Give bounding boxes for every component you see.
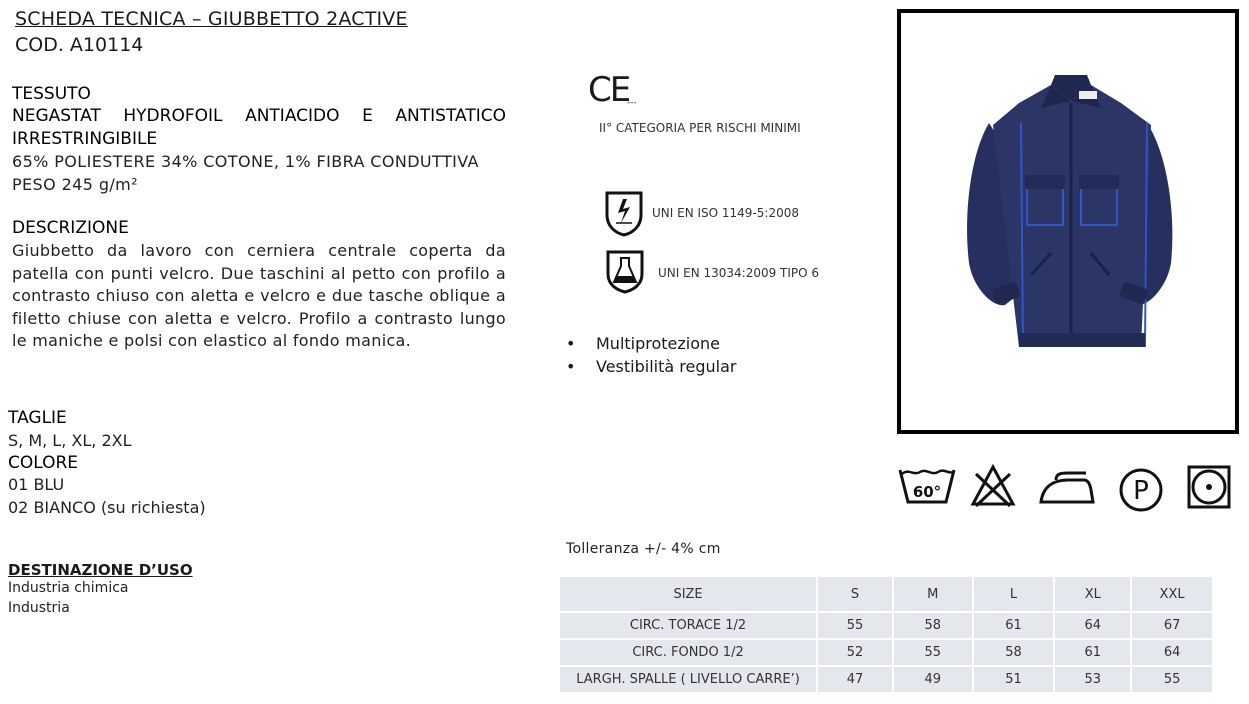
table-row bbox=[560, 640, 1212, 665]
svg-text:P: P bbox=[1133, 476, 1149, 506]
taglie-heading: TAGLIE bbox=[8, 408, 67, 428]
table-cell: 47 bbox=[818, 667, 892, 692]
colore-heading: COLORE bbox=[8, 453, 79, 473]
table-cell: 49 bbox=[894, 667, 972, 692]
size-table bbox=[558, 575, 1214, 694]
descrizione-text: Giubbetto da lavoro con cerniera centrale coperta da patella con punti velcro. Due taschini al petto con profilo a contrasto chiuso con aletta e velcro e due tasche oblique a filetto chiuse con aletta e velcro. Profilo a contrasto lungo le maniche e polsi con elastico al fondo manica. bbox=[12, 241, 506, 350]
wash-temp-label: 60° bbox=[912, 483, 942, 501]
table-row bbox=[560, 613, 1212, 638]
table-cell: 58 bbox=[974, 640, 1054, 665]
tolerance-note: Tolleranza +/- 4% cm bbox=[566, 541, 721, 557]
tumble-dry-icon bbox=[1186, 464, 1232, 514]
table-header-cell: SIZE bbox=[560, 577, 816, 611]
table-header-cell: M bbox=[894, 577, 972, 611]
table-header-row bbox=[560, 577, 1212, 611]
table-cell: 64 bbox=[1055, 613, 1130, 638]
table-header-cell: L bbox=[974, 577, 1054, 611]
table-header-cell: S bbox=[818, 577, 892, 611]
tessuto-word: HYDROFOIL bbox=[123, 106, 223, 126]
no-bleach-icon bbox=[970, 464, 1016, 512]
table-cell: 52 bbox=[818, 640, 892, 665]
product-code: COD. A10114 bbox=[15, 34, 144, 56]
product-photo bbox=[897, 9, 1239, 434]
ce-mark-dots: --- bbox=[627, 98, 637, 108]
feature-item: • Vestibilità regular bbox=[566, 355, 736, 378]
features-list bbox=[566, 332, 736, 378]
wash-60-icon bbox=[898, 464, 956, 510]
table-cell: 53 bbox=[1055, 667, 1130, 692]
iron-icon bbox=[1038, 470, 1096, 510]
destinazione-value: Industria chimica bbox=[8, 580, 129, 596]
table-cell: 55 bbox=[818, 613, 892, 638]
table-cell: 51 bbox=[974, 667, 1054, 692]
table-cell: LARGH. SPALLE ( LIVELLO CARRE’) bbox=[560, 667, 816, 692]
feature-item: • Multiprotezione bbox=[566, 332, 736, 355]
category-label: II° CATEGORIA PER RISCHI MINIMI bbox=[599, 121, 801, 135]
table-cell: CIRC. TORACE 1/2 bbox=[560, 613, 816, 638]
tessuto-word: ANTISTATICO bbox=[395, 106, 506, 126]
table-header-cell: XL bbox=[1055, 577, 1130, 611]
destinazione-value: Industria bbox=[8, 600, 70, 616]
table-cell: CIRC. FONDO 1/2 bbox=[560, 640, 816, 665]
tessuto-word: E bbox=[362, 106, 373, 126]
table-header-cell: XXL bbox=[1132, 577, 1212, 611]
descrizione-heading: DESCRIZIONE bbox=[12, 218, 129, 238]
chemical-shield-icon bbox=[605, 248, 645, 298]
tessuto-heading: TESSUTO bbox=[12, 84, 91, 104]
destinazione-heading: DESTINAZIONE D’USO bbox=[8, 561, 193, 579]
ce-mark: CE bbox=[588, 70, 630, 110]
page-title: SCHEDA TECNICA – GIUBBETTO 2ACTIVE bbox=[15, 8, 408, 30]
table-cell: 64 bbox=[1132, 640, 1212, 665]
taglie-value: S, M, L, XL, 2XL bbox=[8, 431, 132, 450]
tessuto-word: NEGASTAT bbox=[12, 106, 101, 126]
standard-label: UNI EN 13034:2009 TIPO 6 bbox=[658, 266, 820, 280]
tessuto-composition: 65% POLIESTERE 34% COTONE, 1% FIBRA CONDUTTIVA bbox=[12, 152, 479, 171]
table-cell: 55 bbox=[1132, 667, 1212, 692]
table-row bbox=[560, 667, 1212, 692]
table-cell: 61 bbox=[1055, 640, 1130, 665]
tessuto-weight: PESO 245 g/m² bbox=[12, 175, 138, 194]
tessuto-line1 bbox=[12, 106, 506, 126]
colore-value: 01 BLU bbox=[8, 475, 65, 494]
table-cell: 58 bbox=[894, 613, 972, 638]
tessuto-line2: IRRESTRINGIBILE bbox=[12, 129, 158, 149]
table-cell: 67 bbox=[1132, 613, 1212, 638]
table-cell: 61 bbox=[974, 613, 1054, 638]
jacket-illustration bbox=[901, 13, 1235, 430]
colore-value: 02 BIANCO (su richiesta) bbox=[8, 498, 206, 517]
electrostatic-shield-icon bbox=[604, 189, 644, 241]
dry-clean-p-icon bbox=[1118, 467, 1164, 517]
tessuto-word: ANTIACIDO bbox=[245, 106, 340, 126]
standard-label: UNI EN ISO 1149-5:2008 bbox=[652, 206, 799, 220]
table-cell: 55 bbox=[894, 640, 972, 665]
